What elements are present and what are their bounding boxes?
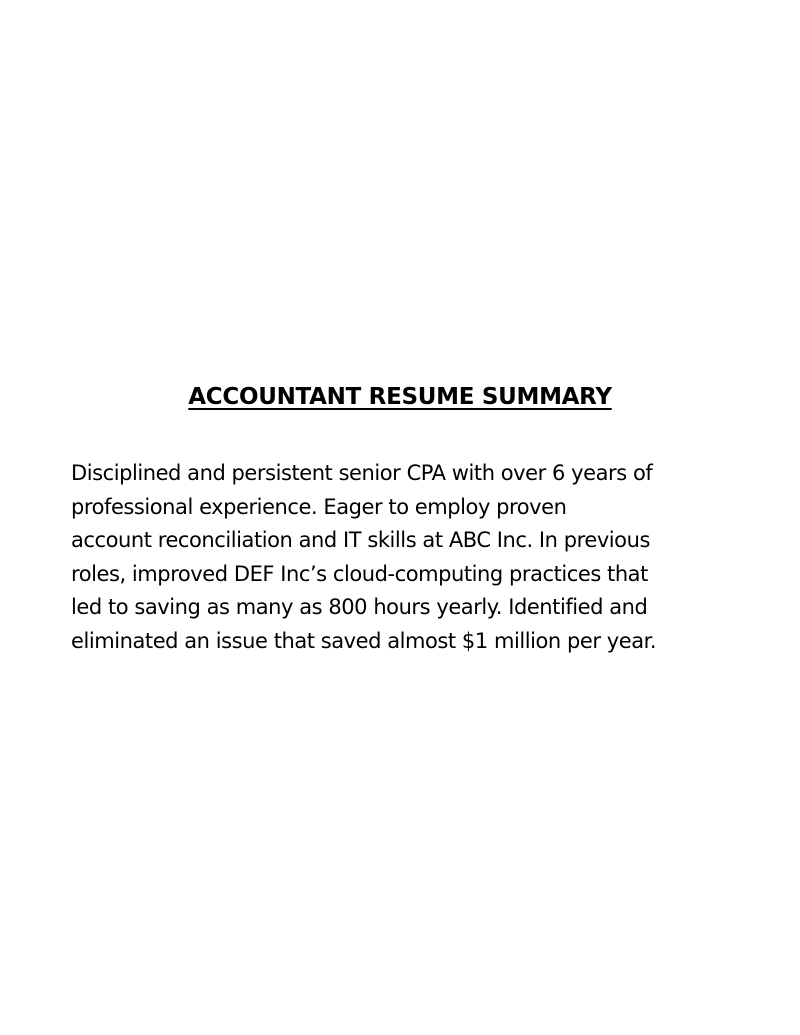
summary-line: eliminated an issue that saved almost $1 million per year.	[71, 628, 657, 653]
summary-line: professional experience. Eager to employ proven	[71, 494, 567, 519]
summary-line: Disciplined and persistent senior CPA with over 6 years of	[71, 461, 653, 485]
summary-paragraph	[71, 457, 741, 658]
summary-line: roles, improved DEF Inc’s cloud-computing practices that	[71, 561, 648, 586]
document-title: ACCOUNTANT RESUME SUMMARY	[188, 384, 612, 410]
summary-line: account reconciliation and IT skills at ABC Inc. In previous	[71, 528, 650, 552]
summary-line: led to saving as many as 800 hours yearly. Identified and	[71, 595, 648, 619]
document-title-block	[0, 379, 800, 415]
